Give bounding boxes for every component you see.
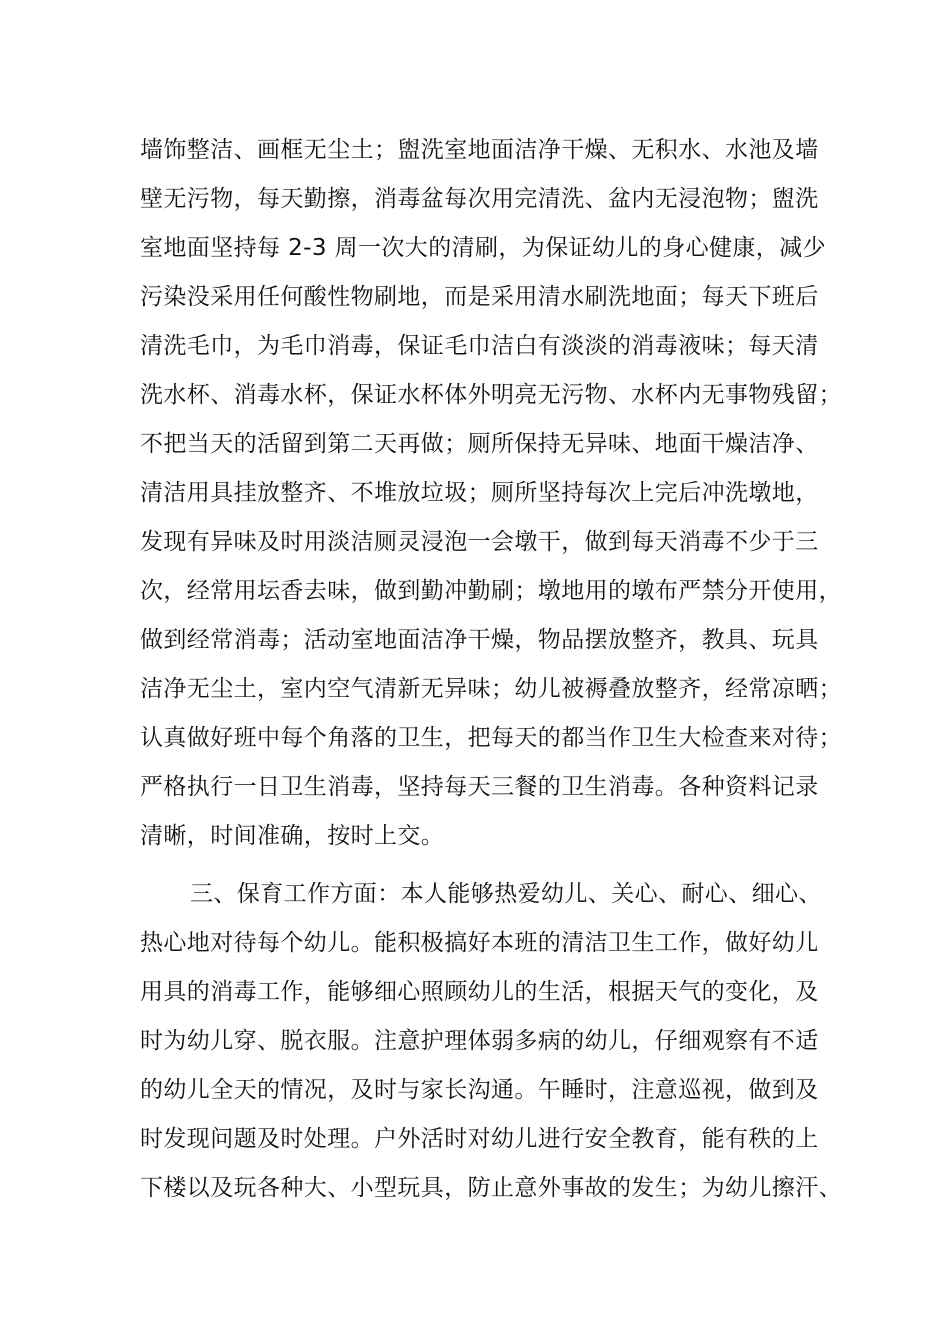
text-line: 做到经常消毒；活动室地面洁净干燥，物品摆放整齐，教具、玩具: [140, 627, 819, 653]
text-line: 不把当天的活留到第二天再做；厕所保持无异味、地面干燥洁净、: [140, 431, 819, 457]
text-line: 次，经常用坛香去味，做到勤冲勤刷；墩地用的墩布严禁分开使用，: [140, 578, 842, 604]
text-line: 时为幼儿穿、脱衣服。注意护理体弱多病的幼儿，仔细观察有不适: [140, 1028, 819, 1054]
text-line: 发现有异味及时用淡洁厕灵浸泡一会墩干，做到每天消毒不少于三: [140, 529, 819, 555]
text-line: 热心地对待每个幼儿。能积极搞好本班的清洁卫生工作，做好幼儿: [140, 930, 819, 956]
text-line: 严格执行一日卫生消毒，坚持每天三餐的卫生消毒。各种资料记录: [140, 774, 819, 800]
text-line: 清晰，时间准确，按时上交。: [140, 823, 445, 849]
text-line: 认真做好班中每个角落的卫生，把每天的都当作卫生大检查来对待；: [140, 725, 842, 751]
text-line: 下楼以及玩各种大、小型玩具，防止意外事故的发生；为幼儿擦汗、: [140, 1175, 842, 1201]
text-line: 时发现问题及时处理。户外活时对幼儿进行安全教育，能有秩的上: [140, 1126, 819, 1152]
text-line: 清洁用具挂放整齐、不堆放垃圾；厕所坚持每次上完后冲洗墩地，: [140, 480, 819, 506]
section-heading-line: 三、保育工作方面：本人能够热爱幼儿、关心、耐心、细心、: [190, 881, 822, 907]
text-line: 洗水杯、消毒水杯，保证水杯体外明亮无污物、水杯内无事物残留；: [140, 382, 842, 408]
text-line: 室地面坚持每 2-3 周一次大的清刷，为保证幼儿的身心健康，减少: [140, 235, 826, 261]
text-line: 清洗毛巾，为毛巾消毒，保证毛巾洁白有淡淡的消毒液味；每天清: [140, 333, 819, 359]
text-line: 污染没采用任何酸性物刷地，而是采用清水刷洗地面；每天下班后: [140, 284, 819, 310]
text-line: 的幼儿全天的情况，及时与家长沟通。午睡时，注意巡视，做到及: [140, 1077, 819, 1103]
text-line: 壁无污物，每天勤擦，消毒盆每次用完清洗、盆内无浸泡物；盥洗: [140, 186, 819, 212]
text-line: 用具的消毒工作，能够细心照顾幼儿的生活，根据天气的变化，及: [140, 979, 819, 1005]
text-line: 墙饰整洁、画框无尘土；盥洗室地面洁净干燥、无积水、水池及墙: [140, 137, 819, 163]
text-line: 洁净无尘土，室内空气清新无异味；幼儿被褥叠放整齐，经常凉晒；: [140, 676, 842, 702]
